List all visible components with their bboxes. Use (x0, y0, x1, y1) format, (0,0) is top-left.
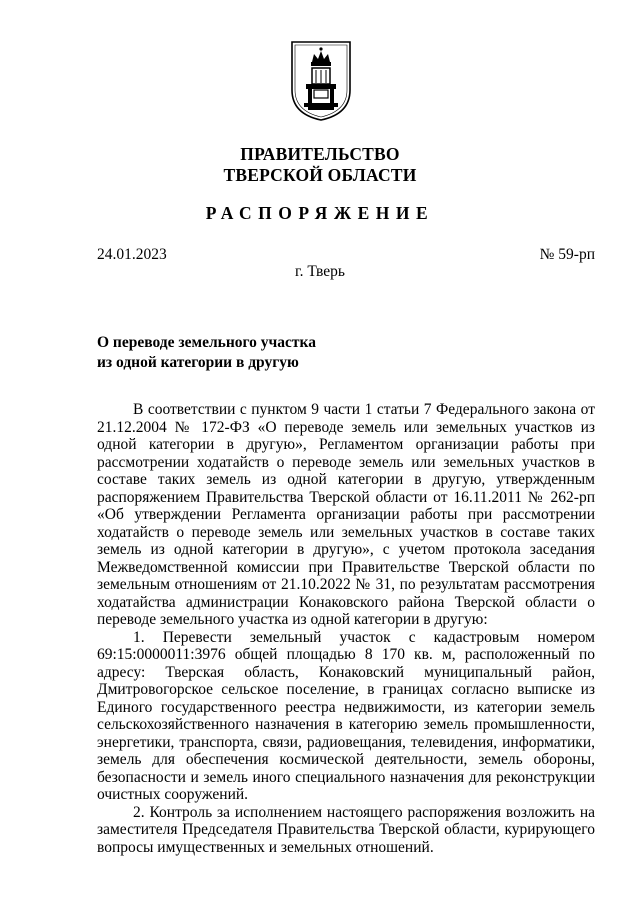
body-paragraph-preamble: В соответствии с пунктом 9 части 1 статьи 7 Федерального закона от 21.12.2004 № 172-ФЗ «О переводе земель или земельных участков из одной категории в другую», Регламентом организации работы при рассмотрении ходатайств о переводе земель или земельных участков в составе таких земель из одной категории в другую, утвержденным распоряжением Правительства Тверской области от 16.11.2011 № 262-рп «Об утверждении Регламента организации работы при рассмотрении ходатайств о переводе земель или земельных участков в составе таких земель из одной категории в другую», с учетом протокола заседания Межведомственной комиссии при Правительстве Тверской области по земельным отношениям от 21.10.2022 № 31, по результатам рассмотрения ходатайства администрации Конаковского района Тверской области о переводе земельного участка из одной категории в другую: (97, 401, 595, 628)
coat-of-arms-emblem (290, 40, 352, 122)
subject-line1: О переводе земельного участка (97, 334, 316, 351)
document-date: 24.01.2023 (97, 246, 167, 263)
document-city: г. Тверь (295, 263, 345, 280)
body-paragraph-item-2: 2. Контроль за исполнением настоящего распоряжения возложить на заместителя Председателя Правительства Тверской области, курирующего вопросы имущественных и земельных отношений. (97, 803, 595, 856)
government-title-line1: ПРАВИТЕЛЬСТВО (240, 144, 400, 164)
document-body (97, 401, 595, 856)
government-title-line2: ТВЕРСКОЙ ОБЛАСТИ (223, 165, 417, 185)
document-type: РАСПОРЯЖЕНИЕ (205, 203, 435, 223)
body-paragraph-item-1: 1. Перевести земельный участок с кадастровым номером 69:15:0000011:3976 общей площадью 8 170 кв. м, расположенный по адресу: Тверская область, Конаковский муниципальный район, Дмитровогорское сельское поселение, в границах согласно выписке из Единого государственного реестра недвижимости, из категории земель сельскохозяйственного назначения в категорию земель промышленности, энергетики, транспорта, связи, радиовещания, телевидения, информатики, земель для обеспечения космической деятельности, земель обороны, безопасности и земель иного специального назначения для реконструкции очистных сооружений. (97, 628, 595, 803)
crown-throne-icon (290, 40, 352, 122)
document-subject (97, 333, 316, 373)
subject-line2: из одной категории в другую (97, 354, 299, 371)
document-number: № 59-рп (539, 246, 595, 263)
